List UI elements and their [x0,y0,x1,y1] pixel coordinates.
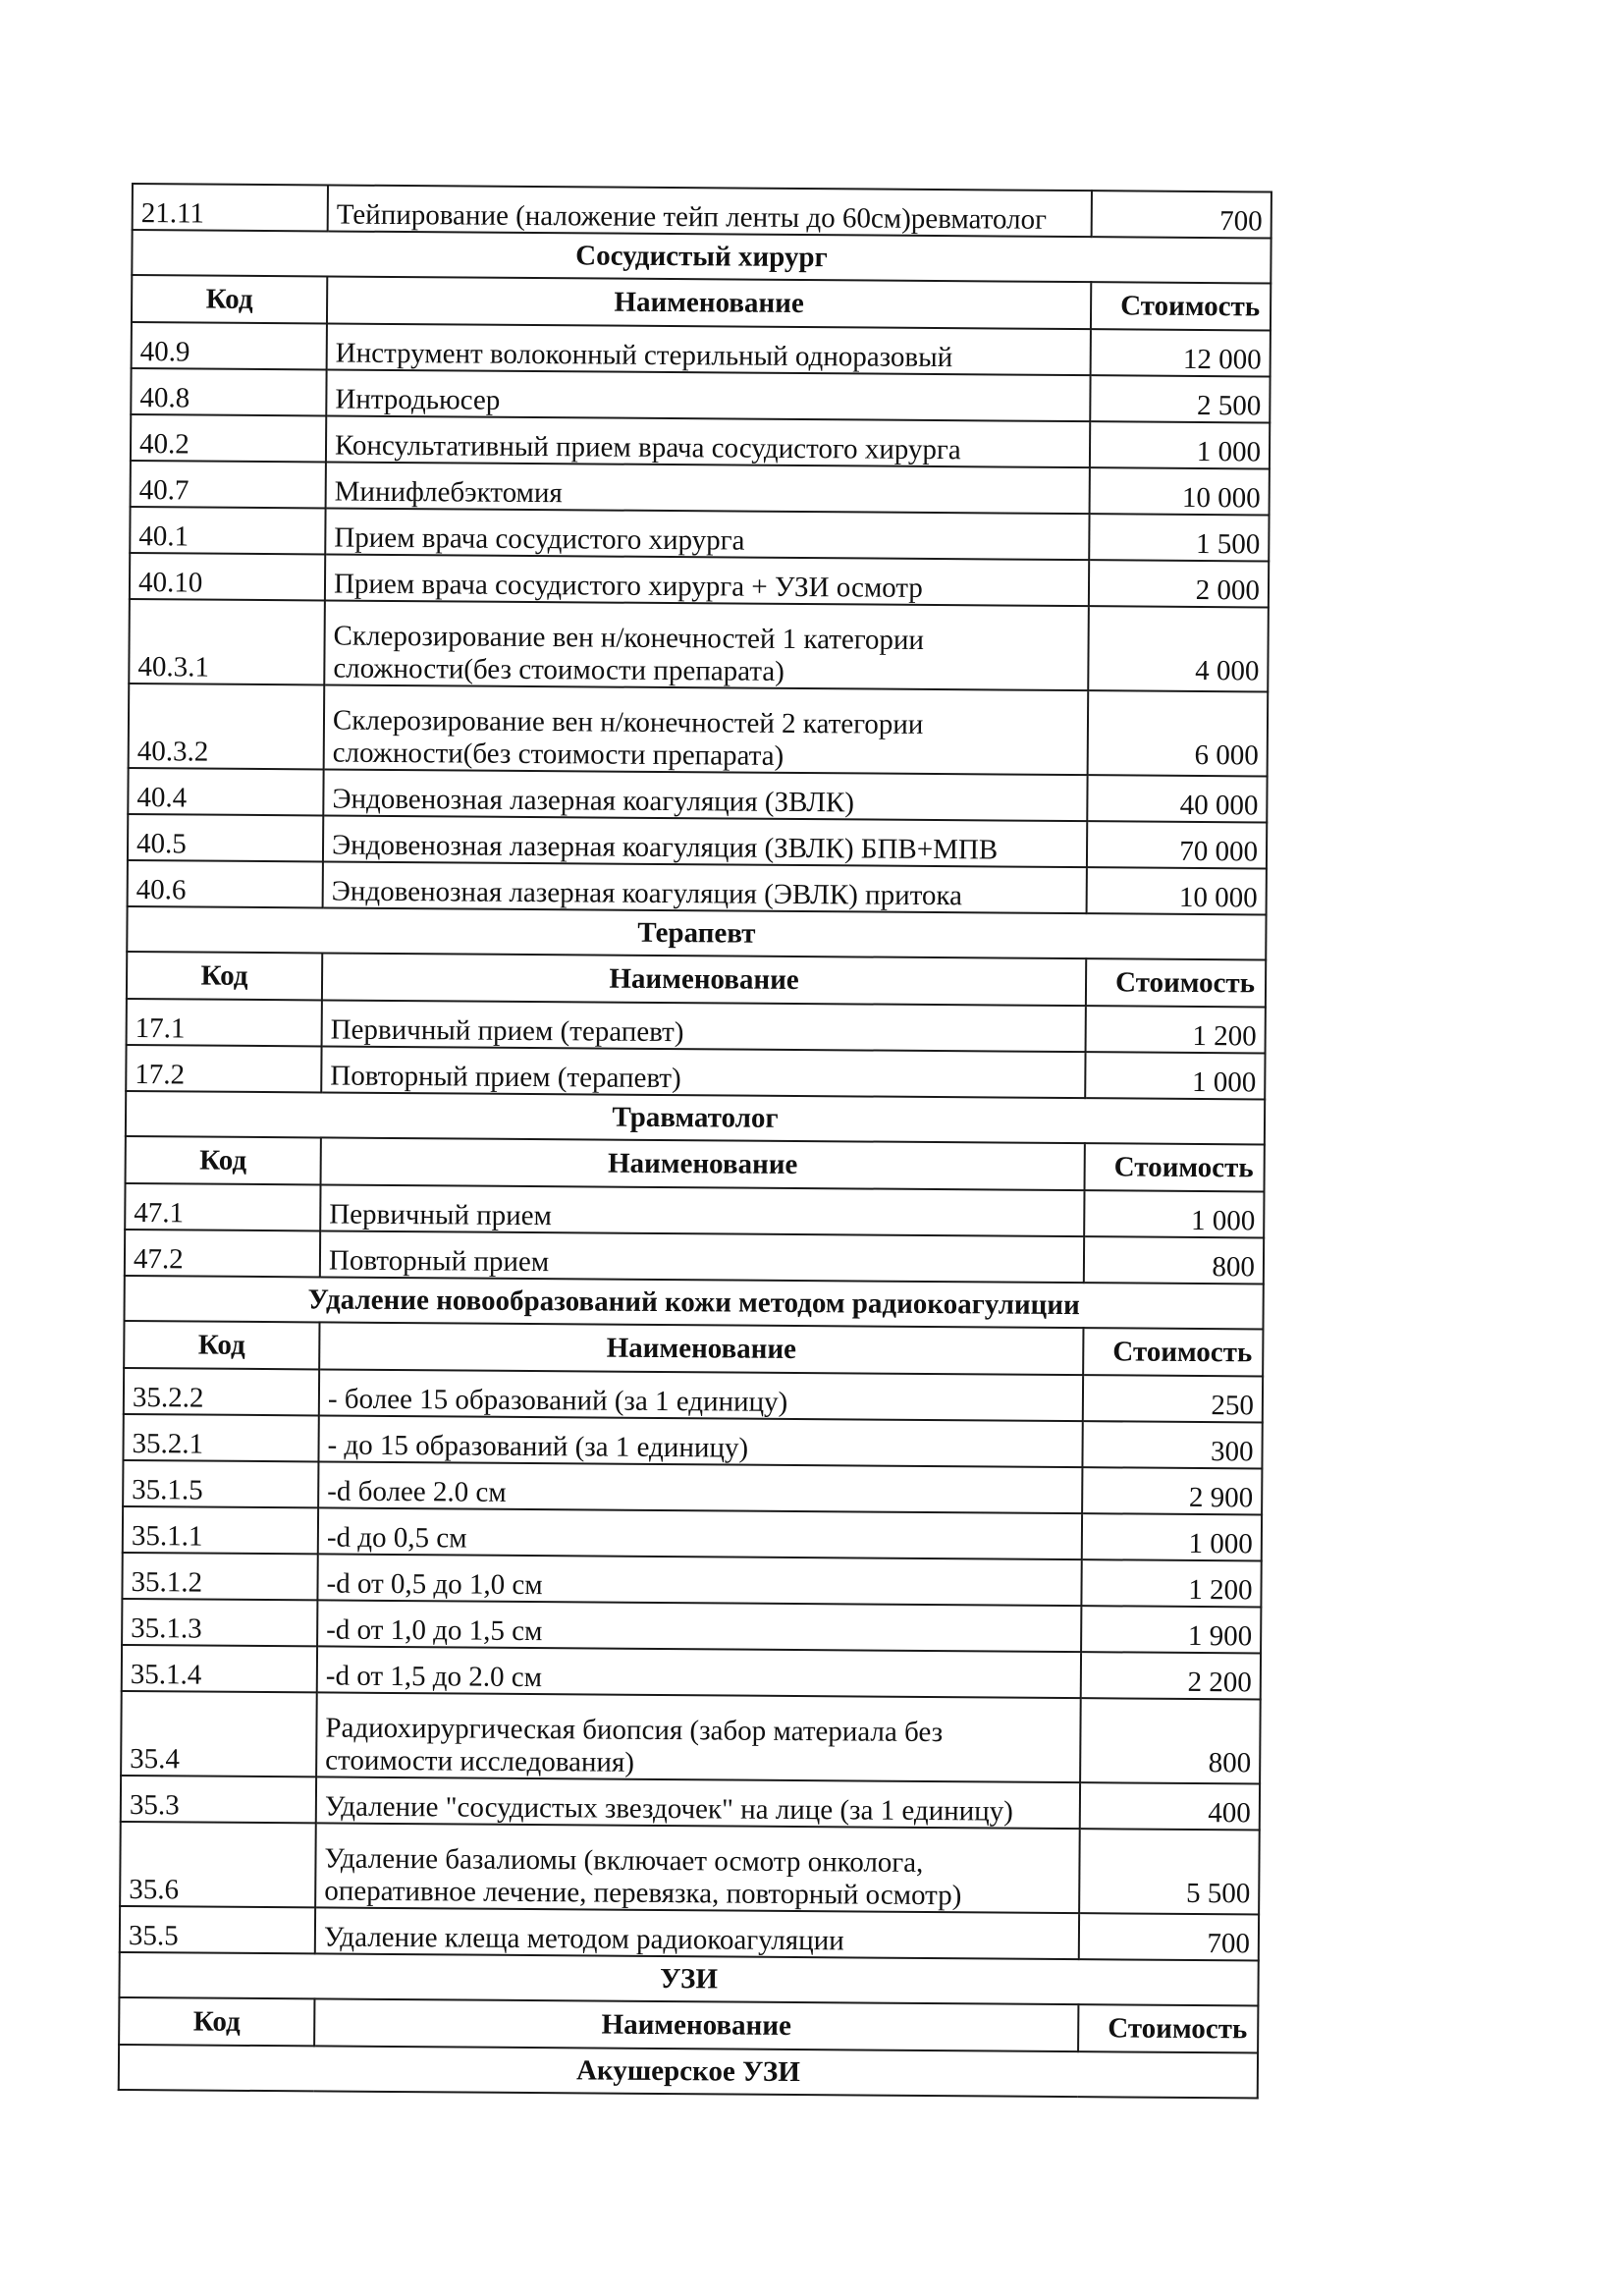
service-price: 40 000 [1087,775,1267,822]
service-name: -d от 1,0 до 1,5 см [317,1600,1081,1652]
service-name: -d до 0,5 см [318,1507,1082,1559]
service-code: 35.1.2 [122,1553,317,1600]
section-title: Акушерское УЗИ [119,2045,1258,2099]
service-name: Прием врача сосудистого хирурга [325,508,1089,560]
service-name: Удаление базалиомы (включает осмотр онколога, оперативное лечение, перевязка, повторный осмотр) [315,1823,1080,1913]
name-header: Наименование [314,1998,1078,2051]
service-price: 700 [1092,191,1271,238]
table-row [120,1822,1260,1915]
column-header-row [124,1321,1263,1377]
table-row [131,368,1270,423]
column-header-row [127,952,1266,1008]
code-header: Код [124,1321,319,1369]
service-price: 10 000 [1087,867,1267,914]
service-code: 40.8 [131,368,326,415]
service-price: 800 [1084,1236,1264,1284]
service-name: Эндовенозная лазерная коагуляция (ЗВЛК) [323,769,1087,821]
table-row [128,814,1267,869]
service-price: 1 500 [1089,514,1269,561]
table-row [125,1230,1264,1285]
service-code: 40.7 [131,461,326,508]
table-row [133,184,1271,239]
table-row [130,507,1269,562]
service-name: Склерозирование вен н/конечностей 2 категории сложности(без стоимости препарата) [324,684,1089,775]
service-name: Прием врача сосудистого хирурга + УЗИ осмотр [325,554,1089,606]
column-header-row [132,275,1271,331]
cost-header: Стоимость [1078,2004,1258,2052]
service-price: 2 000 [1089,560,1269,607]
service-price: 10 000 [1090,467,1270,515]
service-code: 35.6 [120,1822,316,1907]
column-header-row [119,1997,1258,2053]
section-title: Травматолог [126,1091,1265,1145]
table-row [131,461,1270,516]
price-table-body [119,184,1271,2098]
service-price: 1 200 [1086,1006,1266,1053]
service-name: Первичный прием [320,1184,1084,1236]
service-name: Консультативный прием врача сосудистого хирурга [326,415,1090,467]
service-name: -d от 0,5 до 1,0 см [317,1554,1081,1606]
cost-header: Стоимость [1085,1143,1265,1191]
table-row [130,553,1269,608]
table-row [121,1691,1261,1784]
code-header: Код [127,952,322,1000]
service-price: 2 900 [1082,1467,1262,1514]
service-code: 40.9 [132,322,327,369]
code-header: Код [126,1136,321,1184]
service-code: 35.2.1 [123,1414,318,1461]
cost-header: Стоимость [1086,958,1266,1007]
service-name: Эндовенозная лазерная коагуляция (ЗВЛК) БПВ+МПВ [323,815,1087,867]
service-price: 5 500 [1079,1829,1260,1914]
service-price: 12 000 [1091,329,1271,376]
name-header: Наименование [327,276,1091,329]
table-row [129,599,1269,692]
service-code: 40.2 [131,414,326,462]
code-header: Код [132,275,327,323]
service-name: Повторный прием (терапевт) [321,1046,1085,1098]
table-row [127,999,1266,1054]
name-header: Наименование [319,1322,1083,1375]
service-code: 17.2 [126,1045,321,1092]
table-row [122,1553,1261,1608]
service-name: Интродьюсер [326,369,1090,421]
service-code: 35.4 [121,1691,317,1777]
service-name: Первичный прием (терапевт) [322,1000,1086,1052]
table-row [128,768,1267,823]
service-price: 6 000 [1088,690,1269,776]
table-row [121,1776,1260,1831]
service-price: 2 200 [1081,1652,1261,1699]
service-name: Тейпирование (наложение тейп ленты до 60см)ревматолог [328,185,1092,237]
table-row [126,1045,1265,1100]
service-name: Радиохирургическая биопсия (забор материала без стоимости исследования) [316,1692,1081,1782]
service-code: 47.1 [125,1183,320,1230]
service-name: Удаление "сосудистых звездочек" на лице (за 1 единицу) [316,1777,1080,1829]
table-row [123,1460,1262,1515]
service-price: 700 [1079,1913,1259,1960]
table-row [129,683,1269,777]
service-code: 40.4 [128,768,323,815]
price-table [118,183,1272,2099]
service-code: 40.10 [130,553,325,600]
column-header-row [126,1136,1265,1192]
service-code: 40.1 [130,507,325,554]
service-name: - до 15 образований (за 1 единицу) [318,1415,1082,1467]
section-title-row [119,2045,1258,2099]
section-title: Сосудистый хирург [132,230,1271,284]
code-header: Код [119,1997,314,2046]
service-code: 40.3.1 [129,599,325,684]
price-list-page [118,183,1271,2099]
service-code: 17.1 [127,999,322,1046]
service-price: 4 000 [1088,606,1269,691]
service-price: 2 500 [1090,375,1270,422]
table-row [123,1414,1262,1469]
service-price: 1 000 [1082,1513,1262,1560]
section-title: Удаление новообразований кожи методом радиокоагулиции [125,1276,1264,1330]
service-name: -d более 2.0 см [318,1461,1082,1513]
service-code: 40.5 [128,814,323,861]
service-name: Склерозирование вен н/конечностей 1 категории сложности(без стоимости препарата) [324,600,1089,690]
service-name: -d от 1,5 до 2.0 см [317,1646,1081,1698]
service-code: 35.1.5 [123,1460,318,1507]
name-header: Наименование [322,953,1086,1006]
service-name: - более 15 образований (за 1 единицу) [319,1369,1083,1421]
service-code: 47.2 [125,1230,320,1277]
service-price: 1 000 [1085,1052,1265,1099]
service-price: 1 200 [1081,1559,1261,1607]
table-row [122,1599,1261,1654]
name-header: Наименование [321,1137,1085,1190]
service-code: 35.2.2 [124,1368,319,1415]
service-name: Инструмент волоконный стерильный одноразовый [327,323,1091,375]
service-price: 1 000 [1084,1190,1264,1237]
service-price: 800 [1080,1698,1261,1783]
cost-header: Стоимость [1091,282,1271,330]
table-row [125,1183,1264,1238]
table-row [123,1506,1262,1561]
service-price: 400 [1080,1782,1260,1830]
service-code: 35.1.3 [122,1599,317,1646]
service-price: 250 [1083,1375,1263,1422]
service-code: 35.3 [121,1776,316,1823]
service-code: 40.6 [128,860,323,907]
section-title: Терапевт [127,906,1266,960]
section-title: УЗИ [119,1952,1258,2006]
service-price: 300 [1082,1421,1262,1468]
service-code: 40.3.2 [129,683,325,769]
table-row [124,1368,1263,1423]
table-row [132,322,1271,377]
service-name: Эндовенозная лазерная коагуляция (ЭВЛК) притока [323,861,1087,913]
service-code: 35.5 [120,1906,315,1953]
service-code: 21.11 [133,184,328,231]
service-price: 1 000 [1090,421,1270,468]
cost-header: Стоимость [1083,1328,1263,1376]
service-price: 1 900 [1081,1606,1261,1653]
table-row [120,1906,1259,1961]
service-price: 70 000 [1087,821,1267,868]
table-row [128,860,1267,915]
service-name: Минифлебэктомия [326,462,1090,514]
service-name: Удаление клеща методом радиокоагуляции [315,1907,1079,1959]
service-code: 35.1.4 [122,1645,317,1692]
service-name: Повторный прием [320,1230,1084,1283]
table-row [131,414,1270,469]
service-code: 35.1.1 [123,1506,318,1554]
table-row [122,1645,1261,1700]
